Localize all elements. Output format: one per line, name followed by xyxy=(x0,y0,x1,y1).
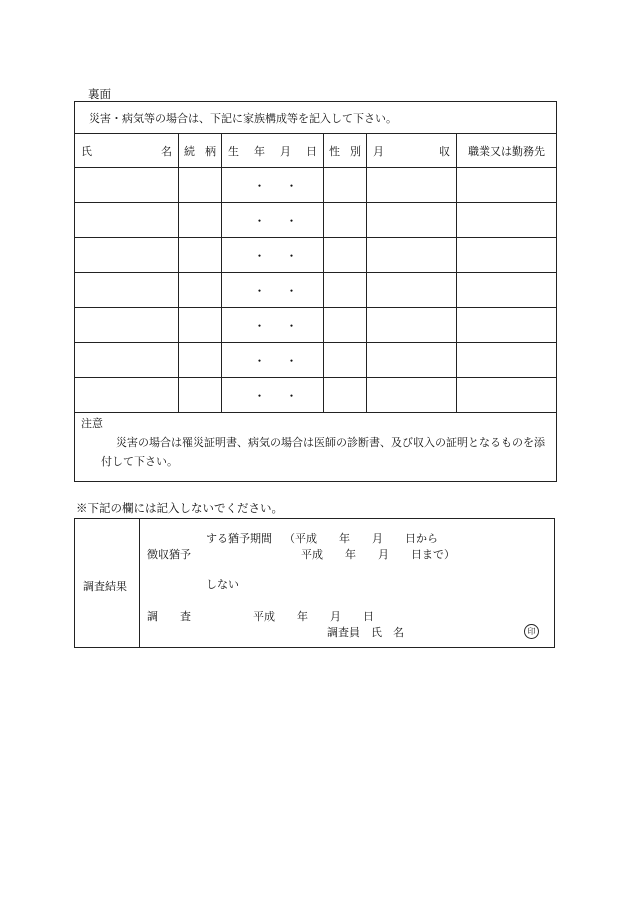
table-row xyxy=(75,203,557,238)
table-row xyxy=(75,273,557,308)
deferral-period-from: （平成 年 月 日から xyxy=(284,532,438,545)
survey-result-box xyxy=(74,518,555,648)
income-cell[interactable] xyxy=(367,238,457,273)
occupation-cell[interactable] xyxy=(457,308,557,343)
sex-cell[interactable] xyxy=(324,378,367,413)
income-cell[interactable] xyxy=(367,168,457,203)
office-use-notice: ※下記の欄には記入しないでください。 xyxy=(76,501,283,515)
birthdate-cell[interactable]: ・ ・ xyxy=(222,378,324,413)
occupation-cell[interactable] xyxy=(457,203,557,238)
header-income: 月 収 xyxy=(367,134,457,168)
grant-deferral-text: する猶予期間 xyxy=(206,532,272,545)
occupation-cell[interactable] xyxy=(457,273,557,308)
income-cell[interactable] xyxy=(367,308,457,343)
side-label: 裏面 xyxy=(88,87,111,101)
sex-cell[interactable] xyxy=(324,343,367,378)
survey-date-label: 調 査 xyxy=(147,610,191,623)
birthdate-cell[interactable]: ・ ・ xyxy=(222,203,324,238)
table-row xyxy=(75,308,557,343)
surveyor-name-label: 調査員 氏 名 xyxy=(327,626,404,639)
table-row xyxy=(75,378,557,413)
relation-cell[interactable] xyxy=(179,378,222,413)
sex-cell[interactable] xyxy=(324,238,367,273)
sex-cell[interactable] xyxy=(324,203,367,238)
header-sex: 性 別 xyxy=(324,134,367,168)
sex-cell[interactable] xyxy=(324,168,367,203)
notes-body: 災害の場合は罹災証明書、病気の場合は医師の診断書、及び収入の証明となるものを添付して下さい。 xyxy=(101,436,545,468)
table-row xyxy=(75,343,557,378)
birthdate-cell[interactable]: ・ ・ xyxy=(222,343,324,378)
relation-cell[interactable] xyxy=(179,238,222,273)
header-occupation: 職業又は勤務先 xyxy=(457,134,557,168)
income-cell[interactable] xyxy=(367,343,457,378)
relation-cell[interactable] xyxy=(179,168,222,203)
family-table xyxy=(74,101,557,482)
instruction-text: 災害・病気等の場合は、下記に家族構成等を記入して下さい。 xyxy=(75,102,557,134)
name-cell[interactable] xyxy=(75,273,179,308)
survey-divider xyxy=(139,519,140,647)
income-cell[interactable] xyxy=(367,273,457,308)
name-cell[interactable] xyxy=(75,343,179,378)
deferral-period-to: 平成 年 月 日まで） xyxy=(301,548,455,561)
birthdate-cell[interactable]: ・ ・ xyxy=(222,238,324,273)
income-cell[interactable] xyxy=(367,378,457,413)
occupation-cell[interactable] xyxy=(457,378,557,413)
header-birthdate: 生 年 月 日 xyxy=(222,134,324,168)
header-relation: 続 柄 xyxy=(179,134,222,168)
occupation-cell[interactable] xyxy=(457,238,557,273)
relation-cell[interactable] xyxy=(179,203,222,238)
notes-section xyxy=(75,413,557,482)
name-cell[interactable] xyxy=(75,168,179,203)
name-cell[interactable] xyxy=(75,238,179,273)
sex-cell[interactable] xyxy=(324,273,367,308)
tax-deferral-label: 徴収猶予 xyxy=(147,548,191,561)
header-name: 氏 名 xyxy=(75,134,179,168)
seal-icon: 印 xyxy=(524,624,539,639)
relation-cell[interactable] xyxy=(179,308,222,343)
birthdate-cell[interactable]: ・ ・ xyxy=(222,273,324,308)
table-row xyxy=(75,168,557,203)
income-cell[interactable] xyxy=(367,203,457,238)
name-cell[interactable] xyxy=(75,378,179,413)
table-row xyxy=(75,238,557,273)
birthdate-cell[interactable]: ・ ・ xyxy=(222,308,324,343)
survey-date-value: 平成 年 月 日 xyxy=(253,610,374,623)
occupation-cell[interactable] xyxy=(457,343,557,378)
birthdate-cell[interactable]: ・ ・ xyxy=(222,168,324,203)
survey-result-label: 調査結果 xyxy=(83,580,127,593)
deny-deferral-text: しない xyxy=(206,578,239,591)
notes-title: 注意 xyxy=(81,417,103,430)
occupation-cell[interactable] xyxy=(457,168,557,203)
relation-cell[interactable] xyxy=(179,343,222,378)
sex-cell[interactable] xyxy=(324,308,367,343)
relation-cell[interactable] xyxy=(179,273,222,308)
name-cell[interactable] xyxy=(75,308,179,343)
name-cell[interactable] xyxy=(75,203,179,238)
table-header-row xyxy=(75,134,557,168)
